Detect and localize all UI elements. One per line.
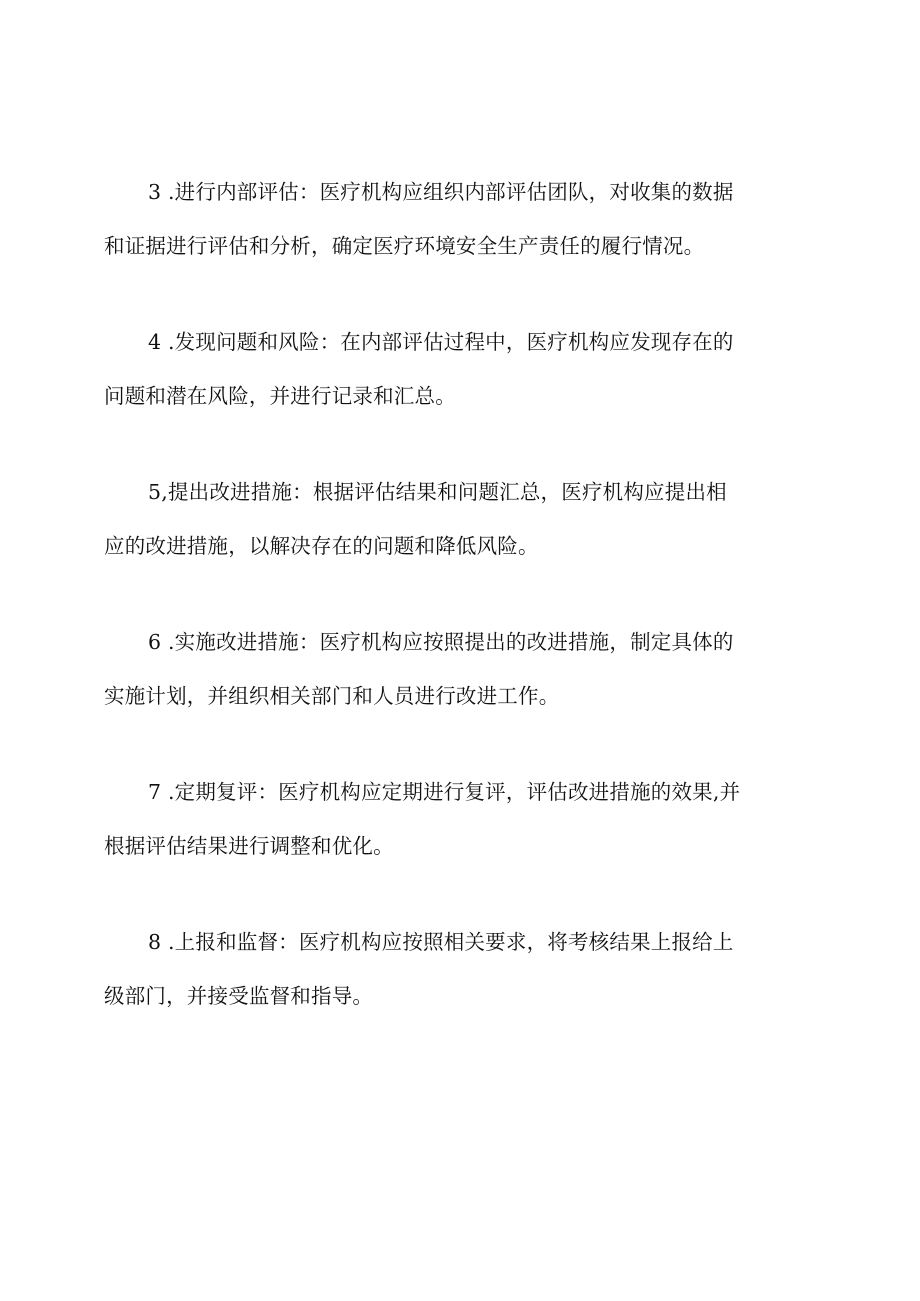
paragraph-line: 8 .上报和监督：医疗机构应按照相关要求，将考核结果上报给上: [148, 930, 734, 954]
paragraph-line: 和证据进行评估和分析，确定医疗环境安全生产责任的履行情况。: [104, 234, 705, 258]
paragraph-line: 3 .进行内部评估：医疗机构应组织内部评估团队，对收集的数据: [148, 180, 734, 204]
paragraph-line: 实施计划，并组织相关部门和人员进行改进工作。: [104, 684, 560, 708]
paragraph-line: 5,提出改进措施：根据评估结果和问题汇总，医疗机构应提出相: [148, 480, 727, 504]
paragraph-line: 6 .实施改进措施：医疗机构应按照提出的改进措施，制定具体的: [148, 630, 734, 654]
document-body: [104, 165, 816, 1065]
list-item: [104, 465, 816, 573]
list-item: [104, 165, 816, 273]
paragraph-line: 问题和潜在风险，并进行记录和汇总。: [104, 384, 456, 408]
list-item: [104, 315, 816, 423]
list-item: [104, 765, 816, 873]
paragraph-line: 根据评估结果进行调整和优化。: [104, 834, 394, 858]
list-item: [104, 915, 816, 1023]
paragraph-line: 7 .定期复评：医疗机构应定期进行复评，评估改进措施的效果,并: [148, 780, 741, 804]
list-item: [104, 615, 816, 723]
paragraph-line: 级部门，并接受监督和指导。: [104, 984, 374, 1008]
paragraph-line: 4 .发现问题和风险：在内部评估过程中，医疗机构应发现存在的: [148, 330, 734, 354]
paragraph-line: 应的改进措施，以解决存在的问题和降低风险。: [104, 534, 539, 558]
